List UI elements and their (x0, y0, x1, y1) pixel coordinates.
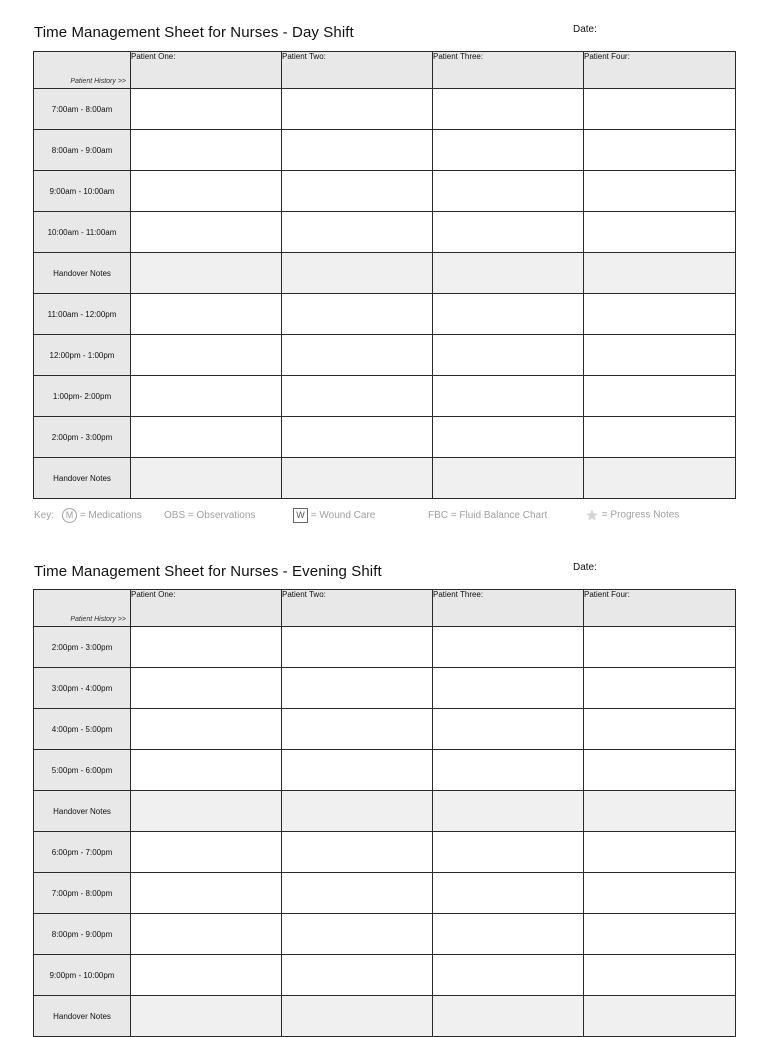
patient-three-cell[interactable] (433, 832, 584, 873)
patient-three-cell[interactable] (433, 294, 584, 335)
patient-four-cell[interactable] (584, 791, 736, 832)
handover-notes-label: Handover Notes (34, 253, 131, 294)
progress-notes-star-icon (585, 508, 599, 522)
patient-three-cell[interactable] (433, 89, 584, 130)
patient-four-cell[interactable] (584, 914, 736, 955)
patient-one-cell[interactable] (131, 832, 282, 873)
patient-one-cell[interactable] (131, 458, 282, 499)
table-row (34, 417, 736, 458)
time-slot-label: 10:00am - 11:00am (34, 212, 131, 253)
table-row (34, 832, 736, 873)
handover-notes-label: Handover Notes (34, 458, 131, 499)
day-shift-table (33, 51, 736, 499)
patient-two-header: Patient Two: (282, 590, 433, 627)
patient-two-cell[interactable] (282, 417, 433, 458)
table-row (34, 89, 736, 130)
patient-four-cell[interactable] (584, 417, 736, 458)
patient-history-header (34, 52, 131, 89)
table-row (34, 130, 736, 171)
time-slot-label: 9:00am - 10:00am (34, 171, 131, 212)
patient-three-cell[interactable] (433, 955, 584, 996)
handover-row (34, 996, 736, 1037)
handover-row (34, 791, 736, 832)
time-slot-label: 11:00am - 12:00pm (34, 294, 131, 335)
patient-one-cell[interactable] (131, 750, 282, 791)
table-row (34, 750, 736, 791)
patient-two-cell[interactable] (282, 750, 433, 791)
patient-four-cell[interactable] (584, 376, 736, 417)
handover-row (34, 458, 736, 499)
patient-one-cell[interactable] (131, 955, 282, 996)
medications-circle-m-icon: M (62, 508, 77, 523)
patient-one-header: Patient One: (131, 52, 282, 89)
table-row (34, 171, 736, 212)
patient-two-cell[interactable] (282, 996, 433, 1037)
patient-one-cell[interactable] (131, 791, 282, 832)
table-row (34, 914, 736, 955)
table-row (34, 668, 736, 709)
patient-one-cell[interactable] (131, 171, 282, 212)
patient-four-cell[interactable] (584, 253, 736, 294)
table-row (34, 709, 736, 750)
patient-two-cell[interactable] (282, 294, 433, 335)
time-slot-label: 8:00am - 9:00am (34, 130, 131, 171)
medications-text: = Medications (79, 510, 142, 522)
patient-one-cell[interactable] (131, 996, 282, 1037)
table-row (34, 335, 736, 376)
patient-two-cell[interactable] (282, 171, 433, 212)
patient-four-cell[interactable] (584, 955, 736, 996)
patient-one-cell[interactable] (131, 627, 282, 668)
evening-date-label: Date: (573, 562, 597, 573)
patient-two-cell[interactable] (282, 955, 433, 996)
patient-two-cell[interactable] (282, 458, 433, 499)
patient-two-cell[interactable] (282, 668, 433, 709)
table-row (34, 294, 736, 335)
patient-three-cell[interactable] (433, 627, 584, 668)
patient-one-cell[interactable] (131, 89, 282, 130)
time-slot-label: 6:00pm - 7:00pm (34, 832, 131, 873)
patient-two-header: Patient Two: (282, 52, 433, 89)
patient-four-cell[interactable] (584, 668, 736, 709)
table-row (34, 376, 736, 417)
patient-three-header: Patient Three: (433, 590, 584, 627)
patient-two-cell[interactable] (282, 89, 433, 130)
patient-one-cell[interactable] (131, 668, 282, 709)
table-row (34, 627, 736, 668)
patient-three-cell[interactable] (433, 791, 584, 832)
patient-three-cell[interactable] (433, 171, 584, 212)
patient-four-cell[interactable] (584, 171, 736, 212)
medications-legend (62, 508, 142, 523)
time-slot-label: 2:00pm - 3:00pm (34, 627, 131, 668)
patient-two-cell[interactable] (282, 627, 433, 668)
patient-three-cell[interactable] (433, 253, 584, 294)
patient-four-cell[interactable] (584, 996, 736, 1037)
patient-three-cell[interactable] (433, 914, 584, 955)
time-slot-label: 9:00pm - 10:00pm (34, 955, 131, 996)
time-slot-label: 8:00pm - 9:00pm (34, 914, 131, 955)
table-row (34, 955, 736, 996)
handover-notes-label: Handover Notes (34, 791, 131, 832)
time-slot-label: 7:00pm - 8:00pm (34, 873, 131, 914)
patient-two-cell[interactable] (282, 791, 433, 832)
patient-three-cell[interactable] (433, 458, 584, 499)
time-slot-label: 1:00pm- 2:00pm (34, 376, 131, 417)
patient-two-cell[interactable] (282, 914, 433, 955)
time-slot-label: 5:00pm - 6:00pm (34, 750, 131, 791)
patient-two-cell[interactable] (282, 253, 433, 294)
patient-two-cell[interactable] (282, 335, 433, 376)
patient-three-cell[interactable] (433, 873, 584, 914)
patient-four-cell[interactable] (584, 335, 736, 376)
patient-two-cell[interactable] (282, 130, 433, 171)
legend-key (34, 508, 754, 528)
table-row (34, 873, 736, 914)
patient-three-cell[interactable] (433, 996, 584, 1037)
day-shift-title: Time Management Sheet for Nurses - Day Shift (34, 24, 354, 41)
patient-four-cell[interactable] (584, 627, 736, 668)
time-slot-label: 4:00pm - 5:00pm (34, 709, 131, 750)
evening-shift-table (33, 589, 736, 1037)
patient-three-cell[interactable] (433, 335, 584, 376)
patient-four-cell[interactable] (584, 750, 736, 791)
patient-three-cell[interactable] (433, 212, 584, 253)
observations-text: OBS = Observations (164, 510, 256, 521)
patient-three-cell[interactable] (433, 130, 584, 171)
progress-notes-text: = Progress Notes (601, 509, 680, 521)
handover-notes-label: Handover Notes (34, 996, 131, 1037)
patient-one-cell[interactable] (131, 709, 282, 750)
patient-four-cell[interactable] (584, 709, 736, 750)
time-slot-label: 12:00pm - 1:00pm (34, 335, 131, 376)
patient-history-label: Patient History >> (70, 78, 126, 85)
time-slot-label: 2:00pm - 3:00pm (34, 417, 131, 458)
patient-four-cell[interactable] (584, 212, 736, 253)
patient-one-cell[interactable] (131, 376, 282, 417)
patient-two-cell[interactable] (282, 376, 433, 417)
patient-two-cell[interactable] (282, 873, 433, 914)
fluid-balance-text: FBC = Fluid Balance Chart (428, 510, 548, 521)
patient-four-cell[interactable] (584, 294, 736, 335)
evening-shift-title: Time Management Sheet for Nurses - Evening Shift (34, 563, 382, 580)
patient-three-cell[interactable] (433, 709, 584, 750)
patient-one-cell[interactable] (131, 212, 282, 253)
table-row (34, 212, 736, 253)
patient-one-cell[interactable] (131, 873, 282, 914)
patient-four-header: Patient Four: (584, 52, 736, 89)
patient-four-cell[interactable] (584, 130, 736, 171)
progress-notes-legend (585, 508, 679, 522)
day-date-label: Date: (573, 24, 597, 35)
wound-care-legend (293, 508, 375, 523)
patient-history-label: Patient History >> (70, 616, 126, 623)
patient-one-cell[interactable] (131, 253, 282, 294)
time-slot-label: 7:00am - 8:00am (34, 89, 131, 130)
patient-two-cell[interactable] (282, 212, 433, 253)
wound-care-square-w-icon: W (293, 508, 308, 523)
patient-one-cell[interactable] (131, 335, 282, 376)
patient-one-cell[interactable] (131, 417, 282, 458)
patient-two-cell[interactable] (282, 709, 433, 750)
patient-four-header: Patient Four: (584, 590, 736, 627)
handover-row (34, 253, 736, 294)
patient-three-cell[interactable] (433, 668, 584, 709)
patient-four-cell[interactable] (584, 89, 736, 130)
patient-three-cell[interactable] (433, 417, 584, 458)
patient-three-cell[interactable] (433, 750, 584, 791)
patient-one-cell[interactable] (131, 914, 282, 955)
patient-history-header (34, 590, 131, 627)
patient-one-header: Patient One: (131, 590, 282, 627)
patient-four-cell[interactable] (584, 873, 736, 914)
time-slot-label: 3:00pm - 4:00pm (34, 668, 131, 709)
patient-three-cell[interactable] (433, 376, 584, 417)
patient-two-cell[interactable] (282, 832, 433, 873)
key-label: Key: (34, 510, 55, 521)
patient-one-cell[interactable] (131, 130, 282, 171)
wound-care-text: = Wound Care (310, 510, 376, 522)
patient-four-cell[interactable] (584, 458, 736, 499)
patient-four-cell[interactable] (584, 832, 736, 873)
patient-three-header: Patient Three: (433, 52, 584, 89)
patient-one-cell[interactable] (131, 294, 282, 335)
